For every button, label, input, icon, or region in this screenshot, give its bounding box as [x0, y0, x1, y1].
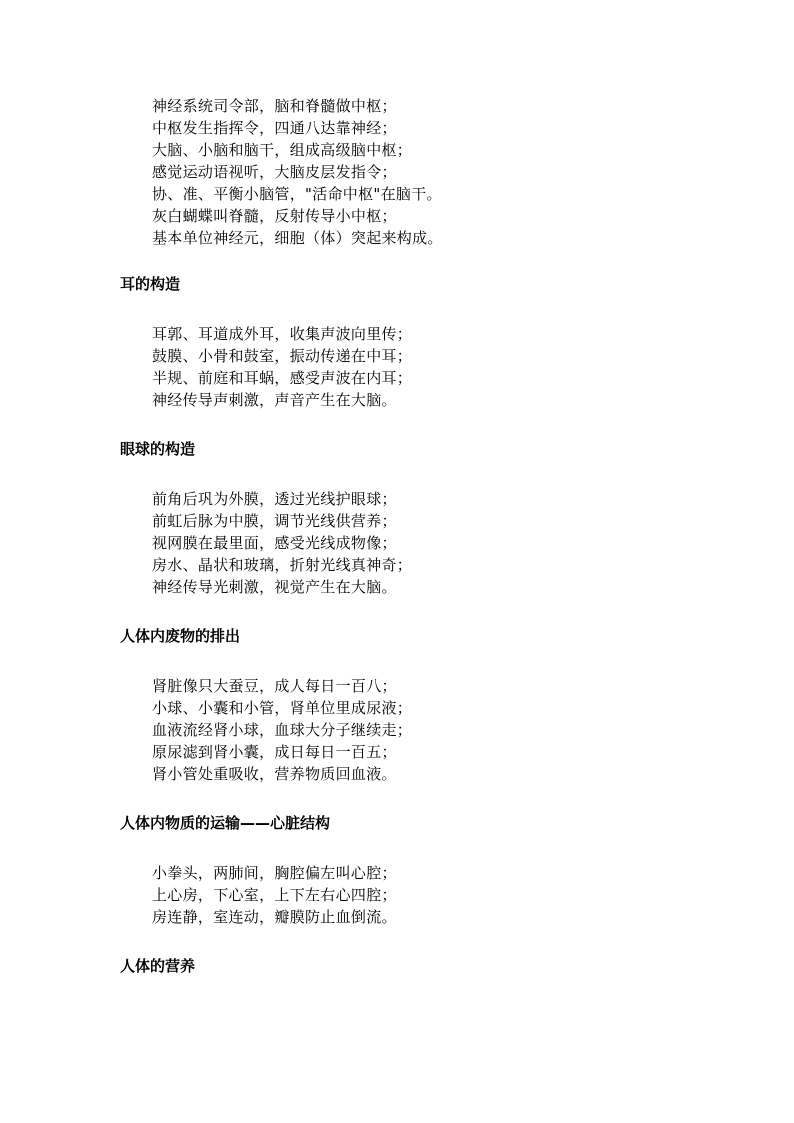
nervous-system-verse: [152, 95, 443, 249]
ear-verse: [152, 323, 412, 411]
eye-verse: [152, 488, 412, 598]
section-heading-excretion: 人体内废物的排出: [120, 627, 241, 645]
verse-line: 协、准、平衡小脑管，"活命中枢"在脑干。: [152, 185, 442, 203]
verse-line: 神经传导声刺激，声音产生在大脑。: [152, 391, 397, 409]
verse-line: 前虹后脉为中膜，调节光线供营养；: [152, 512, 397, 530]
verse-line: 房水、晶状和玻璃，折射光线真神奇；: [152, 556, 413, 574]
verse-line: 感觉运动语视听，大脑皮层发指令；: [152, 163, 397, 181]
verse-line: 房连静，室连动，瓣膜防止血倒流。: [152, 908, 397, 926]
section-heading-eye: 眼球的构造: [120, 440, 196, 458]
excretion-verse: [152, 675, 412, 785]
verse-line: 鼓膜、小骨和鼓室，振动传递在中耳；: [152, 347, 413, 365]
verse-line: 神经传导光刺激，视觉产生在大脑。: [152, 578, 397, 596]
section-heading-heart: 人体内物质的运输——心脏结构: [120, 814, 331, 832]
verse-line: 耳郭、耳道成外耳，收集声波向里传；: [152, 325, 413, 343]
heart-verse: [152, 862, 397, 928]
verse-line: 中枢发生指挥令，四通八达靠神经；: [152, 119, 397, 137]
verse-line: 视网膜在最里面，感受光线成物像；: [152, 534, 397, 552]
verse-line: 原尿滤到肾小囊，成日每日一百五；: [152, 743, 397, 761]
verse-line: 灰白蝴蝶叫脊髓，反射传导小中枢；: [152, 207, 397, 225]
verse-line: 上心房，下心室，上下左右心四腔；: [152, 886, 397, 904]
verse-line: 小球、小囊和小管，肾单位里成尿液；: [152, 699, 413, 717]
verse-line: 大脑、小脑和脑干，组成高级脑中枢；: [152, 141, 413, 159]
verse-line: 肾小管处重吸收，营养物质回血液。: [152, 765, 397, 783]
verse-line: 前角后巩为外膜，透过光线护眼球；: [152, 490, 397, 508]
section-heading-ear: 耳的构造: [120, 275, 181, 293]
section-heading-nutrition: 人体的营养: [120, 957, 196, 975]
verse-line: 半规、前庭和耳蜗，感受声波在内耳；: [152, 369, 413, 387]
verse-line: 血液流经肾小球，血球大分子继续走；: [152, 721, 413, 739]
verse-line: 小拳头，两肺间，胸腔偏左叫心腔；: [152, 864, 397, 882]
verse-line: 基本单位神经元，细胞（体）突起来构成。: [152, 229, 443, 247]
verse-line: 肾脏像只大蚕豆，成人每日一百八；: [152, 677, 397, 695]
verse-line: 神经系统司令部，脑和脊髓做中枢；: [152, 97, 397, 115]
